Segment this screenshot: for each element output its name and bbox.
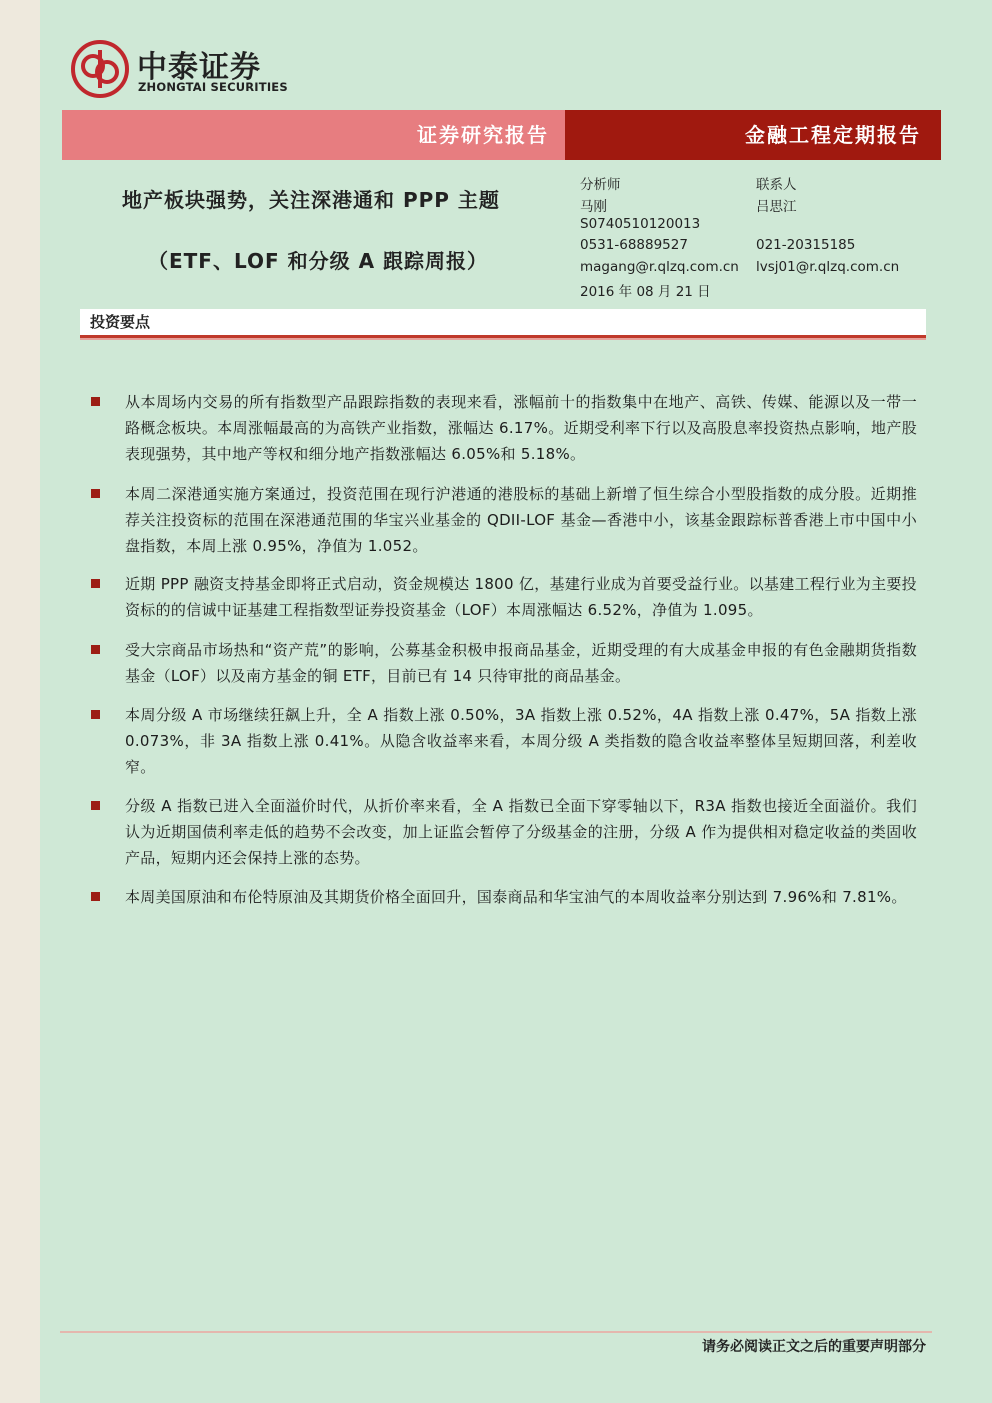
bullet-marker-icon [91, 489, 100, 498]
bullet-item: 本周美国原油和布伦特原油及其期货价格全面回升，国泰商品和华宝油气的本周收益率分别达到 7.96%和 7.81%。 [125, 888, 907, 906]
bullet-item: 本周二深港通实施方案通过，投资范围在现行沪港通的港股标的基础上新增了恒生综合小型股指数的成分股。近期推荐关注投资标的范围在深港通范围的华宝兴业基金的 QDII-LOF 基金—香港中小，该基金跟踪标普香港上市中国中小盘指数，本周上涨 0.95%，净值为 1.052。 [125, 485, 917, 555]
analyst-name: 马刚 [580, 199, 607, 215]
bullet-item: 从本周场内交易的所有指数型产品跟踪指数的表现来看，涨幅前十的指数集中在地产、高铁、传媒、能源以及一带一路概念板块。本周涨幅最高的为高铁产业指数，涨幅达 6.17%。近期受利率下行以及高股息率投资热点影响，地产股表现强势，其中地产等权和细分地产指数涨幅达 6.05%和 5.18%。 [125, 393, 917, 463]
bullet-marker-icon [91, 645, 100, 654]
logo-chinese-text: 中泰证券 [137, 50, 261, 85]
analyst-cert: S0740510120013 [580, 216, 701, 232]
contact-phone: 021-20315185 [756, 237, 856, 253]
report-title: 地产板块强势，关注深港通和 PPP 主题 [122, 188, 500, 212]
footer-disclaimer: 请务必阅读正文之后的重要声明部分 [702, 1339, 926, 1355]
contact-role: 联系人 [756, 177, 797, 193]
analyst-role: 分析师 [580, 177, 621, 193]
bullet-item: 受大宗商品市场热和“资产荒”的影响，公募基金积极申报商品基金，近期受理的有大成基金申报的有色金融期货指数基金（LOF）以及南方基金的铜 ETF，目前已有 14 只待审批的商品基金。 [125, 641, 917, 685]
contact-email[interactable]: lvsj01@r.qlzq.com.cn [756, 259, 900, 275]
report-subtitle: （ETF、LOF 和分级 A 跟踪周报） [148, 249, 489, 273]
contact-name: 吕思江 [756, 199, 797, 215]
bullet-item: 本周分级 A 市场继续狂飙上升，全 A 指数上涨 0.50%，3A 指数上涨 0.52%，4A 指数上涨 0.47%，5A 指数上涨 0.073%，非 3A 指数上涨 0.41%。从隐含收益率来看，本周分级 A 类指数的隐含收益率整体呈短期回落，利差收窄。 [125, 706, 917, 776]
analyst-email[interactable]: magang@r.qlzq.com.cn [580, 259, 739, 275]
bullet-item: 分级 A 指数已进入全面溢价时代，从折价率来看，全 A 指数已全面下穿零轴以下，R3A 指数也接近全面溢价。我们认为近期国债利率走低的趋势不会改变，加上证监会暂停了分级基金的注册，分级 A 作为提供相对稳定收益的类固收产品，短期内还会保持上涨的态势。 [125, 797, 917, 867]
logo-mark-icon [71, 40, 129, 98]
section-label: 投资要点 [90, 313, 151, 331]
logo-english-text: ZHONGTAI SECURITIES [138, 80, 288, 94]
banner-left-label: 证券研究报告 [417, 123, 549, 147]
analyst-phone: 0531-68889527 [580, 237, 688, 253]
bullet-marker-icon [91, 801, 100, 810]
bullet-marker-icon [91, 710, 100, 719]
bullet-marker-icon [91, 892, 100, 901]
bullet-marker-icon [91, 579, 100, 588]
section-header [80, 309, 926, 338]
banner-right-label: 金融工程定期报告 [745, 123, 921, 147]
report-date: 2016 年 08 月 21 日 [580, 284, 711, 300]
footer-divider [60, 1331, 932, 1333]
bullet-item: 近期 PPP 融资支持基金即将正式启动，资金规模达 1800 亿，基建行业成为首要受益行业。以基建工程行业为主要投资标的的信诚中证基建工程指数型证券投资基金（LOF）本周涨幅达 6.52%，净值为 1.095。 [125, 575, 917, 619]
bullet-marker-icon [91, 397, 100, 406]
